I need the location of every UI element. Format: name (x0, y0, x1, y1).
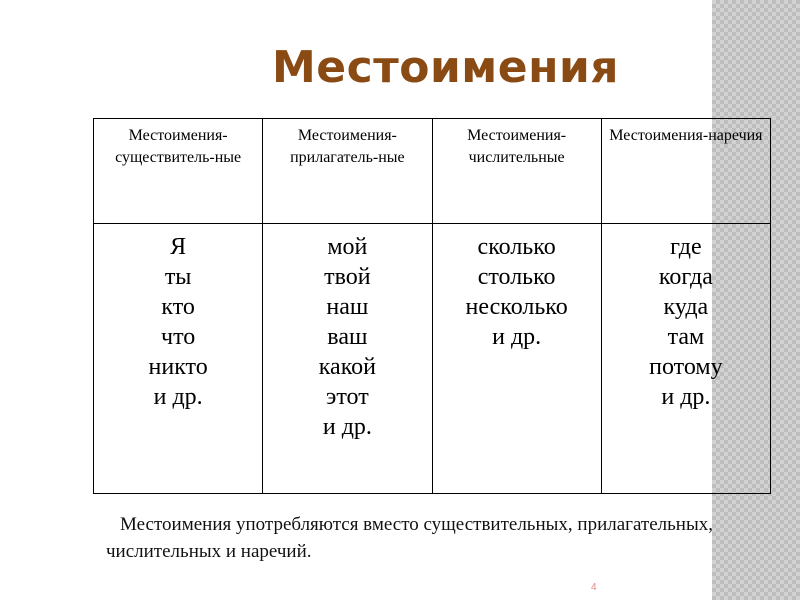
word: несколько (465, 294, 568, 320)
table-header-row (94, 119, 771, 224)
word: когда (658, 264, 713, 290)
header-adjectives: Местоимения-прилагатель-ные (263, 119, 432, 224)
word: куда (663, 294, 709, 320)
word: твой (324, 264, 371, 290)
word: и др. (322, 414, 372, 440)
word: столько (477, 264, 556, 290)
header-nouns: Местоимения-существитель-ные (94, 119, 263, 224)
word: и др. (153, 384, 203, 410)
word: никто (148, 354, 208, 380)
word: мой (327, 234, 368, 260)
word: сколько (477, 234, 556, 260)
page-number: 4 (591, 582, 597, 593)
slide-title: Местоимения (272, 42, 620, 93)
column-adverbs (601, 224, 770, 494)
word: ваш (327, 324, 368, 350)
word: и др. (492, 324, 542, 350)
word: наш (326, 294, 369, 320)
word: Я (170, 234, 187, 260)
word: потому (649, 354, 723, 380)
pronoun-table (93, 118, 771, 494)
word: ты (164, 264, 192, 290)
column-numerals (432, 224, 601, 494)
header-adverbs: Местоимения-наречия (601, 119, 770, 224)
header-numerals: Местоимения-числительные (432, 119, 601, 224)
column-adjectives (263, 224, 432, 494)
word: кто (161, 294, 195, 320)
word: где (670, 234, 702, 260)
word: этот (326, 384, 369, 410)
usage-note: Местоимения употребляются вместо существительных, прилагательных, числительных и наречий. (106, 514, 713, 562)
table-row (94, 224, 771, 494)
column-nouns (94, 224, 263, 494)
word: там (667, 324, 705, 350)
word: какой (318, 354, 376, 380)
word: и др. (661, 384, 711, 410)
word: что (161, 324, 196, 350)
